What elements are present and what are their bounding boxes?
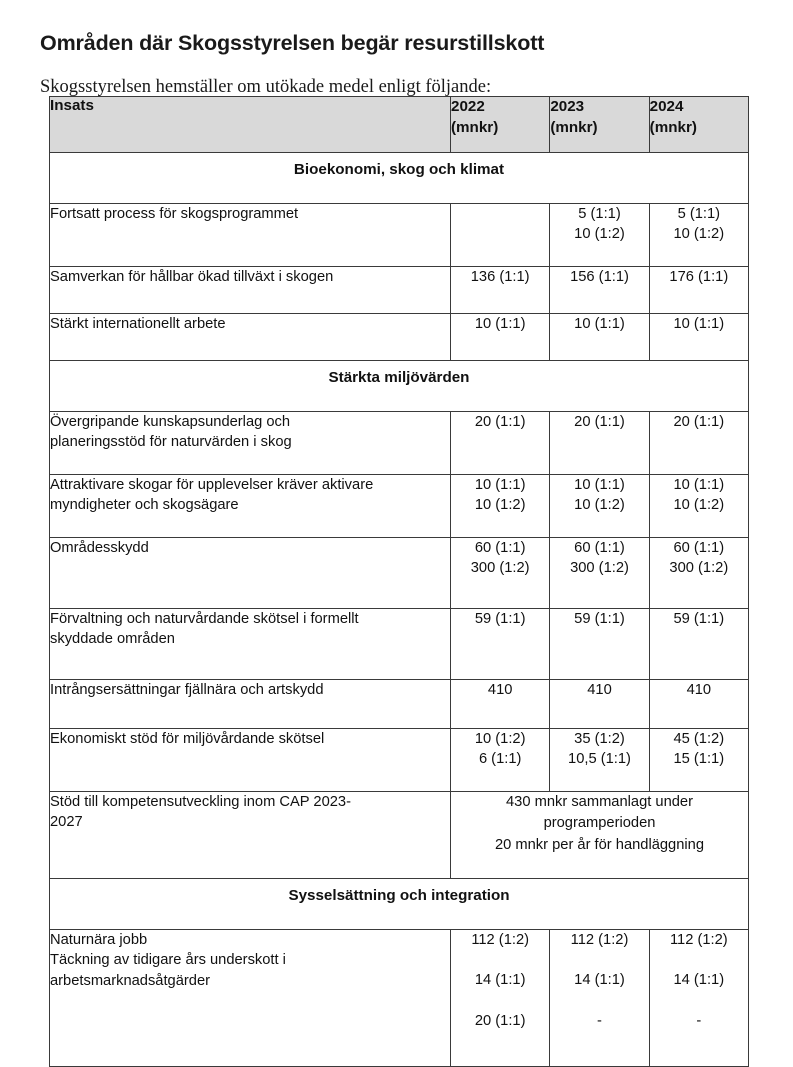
cell-kunskapsunderlag-2024: 20 (1:1) (649, 412, 748, 475)
row-label-line1: Övergripande kunskapsunderlag och (50, 414, 291, 430)
row-label-kunskapsunderlag (50, 412, 451, 475)
cell-note-line2: programperioden (543, 815, 656, 832)
cell-value-naturnara-line2: 14 (1:1) (673, 972, 725, 989)
cell-value-line1: 60 (1:1) (673, 540, 725, 556)
cell-cap-note (451, 792, 749, 879)
cell-skogsprogrammet-2022 (451, 204, 550, 267)
cell-kunskapsunderlag-2023: 20 (1:1) (550, 412, 649, 475)
cell-omradesskydd-2024 (649, 538, 748, 609)
value-spacer (650, 950, 748, 970)
cell-value-tackning: - (597, 1012, 602, 1029)
column-header-insats: Insats (50, 97, 451, 153)
cell-value-line1: 5 (1:1) (578, 206, 621, 222)
cell-value-line2: 10 (1:2) (673, 497, 725, 514)
row-label-line2: planeringsstöd för naturvärden i skog (50, 434, 292, 451)
cell-value-naturnara-line1: 112 (1:2) (669, 932, 728, 948)
cell-value-line1: 5 (1:1) (677, 206, 721, 222)
table-row-kunskapsunderlag (50, 412, 749, 475)
cell-skogsprogrammet-2024 (649, 204, 748, 267)
table-row-skogsprogrammet (50, 204, 749, 267)
row-label-line2: 2027 (50, 814, 83, 831)
table-row-intrangsersattningar (50, 680, 749, 729)
table-row-cap (50, 792, 749, 879)
cell-naturnara-tackning-2022 (451, 930, 550, 1067)
section-header-bioekonomi (50, 153, 749, 204)
cell-value-line2: 300 (1:2) (570, 560, 629, 577)
row-label-tackning-line2: arbetsmarknadsåtgärder (50, 972, 211, 989)
cell-intrangsersattningar-2023: 410 (550, 680, 649, 729)
cell-value-line1: 60 (1:1) (574, 540, 625, 556)
section-header-sysselsattning-label: Sysselsättning och integration (50, 879, 749, 930)
value-spacer (550, 991, 648, 1011)
cell-attraktivare-2022 (451, 475, 550, 538)
column-header-2024-unit: (mnkr) (649, 118, 697, 136)
column-header-2022 (451, 97, 550, 153)
cell-omradesskydd-2022 (451, 538, 550, 609)
cell-note-line1: 430 mnkr sammanlagt under (506, 794, 693, 810)
table-row-attraktivare (50, 475, 749, 538)
cell-value-line2: 10 (1:2) (574, 497, 625, 514)
row-label-line1: Attraktivare skogar för upplevelser kräver aktivare (50, 477, 374, 493)
cell-value-line2: 6 (1:1) (478, 751, 522, 768)
row-label-internationellt: Stärkt internationellt arbete (50, 314, 451, 361)
row-label-cap (50, 792, 451, 879)
table-row-ekonomiskt-stod (50, 729, 749, 792)
page-subtitle: Skogsstyrelsen hemställer om utökade medel enligt följande: (40, 76, 492, 97)
cell-naturnara-tackning-2023 (550, 930, 649, 1067)
cell-attraktivare-2024 (649, 475, 748, 538)
value-spacer (451, 991, 549, 1011)
resource-table-container (49, 96, 748, 1067)
row-label-naturnara-och-tackning (50, 930, 451, 1067)
row-label-forvaltning (50, 609, 451, 680)
value-spacer (451, 950, 549, 970)
cell-value-naturnara-line1: 112 (1:2) (570, 932, 629, 948)
cell-note-line3: 20 mnkr per år för handläggning (494, 836, 704, 853)
section-header-bioekonomi-label: Bioekonomi, skog och klimat (50, 153, 749, 204)
table-header-row (50, 97, 749, 153)
resource-request-table (49, 96, 749, 1067)
cell-value-line2: 300 (1:2) (470, 560, 530, 577)
table-row-naturnara-och-tackning (50, 930, 749, 1067)
table-row-omradesskydd (50, 538, 749, 609)
cell-value-line1: 60 (1:1) (474, 540, 526, 556)
section-header-miljovarden-label: Stärkta miljövärden (50, 361, 749, 412)
cell-value-line2: 10 (1:2) (574, 226, 625, 243)
cell-value-line1: 10 (1:1) (474, 477, 526, 493)
page-title: Områden där Skogsstyrelsen begär resurstillskott (40, 31, 545, 56)
cell-value-naturnara-line2: 14 (1:1) (574, 972, 625, 989)
column-header-2024 (649, 97, 748, 153)
row-label-line1: Stöd till kompetensutveckling inom CAP 2023- (50, 794, 351, 810)
cell-kunskapsunderlag-2022: 20 (1:1) (451, 412, 550, 475)
row-label-tackning-line1: Täckning av tidigare års underskott i (50, 952, 286, 969)
row-label-naturnara-jobb: Naturnära jobb (50, 932, 148, 948)
value-spacer (550, 950, 648, 970)
column-header-2022-year: 2022 (451, 98, 485, 115)
cell-naturnara-tackning-2024 (649, 930, 748, 1067)
cell-value-line2: 15 (1:1) (673, 751, 725, 768)
value-spacer (650, 991, 748, 1011)
cell-value-line2: 10 (1:2) (673, 226, 725, 243)
cell-ekonomiskt-stod-2024 (649, 729, 748, 792)
table-row-samverkan (50, 267, 749, 314)
section-header-miljovarden (50, 361, 749, 412)
cell-value-line1: 10 (1:1) (574, 477, 625, 493)
cell-intrangsersattningar-2022: 410 (451, 680, 550, 729)
column-header-2023-year: 2023 (550, 98, 585, 115)
row-label-line1: Förvaltning och naturvårdande skötsel i formellt (50, 611, 359, 627)
cell-value-tackning: 20 (1:1) (474, 1012, 526, 1029)
cell-intrangsersattningar-2024: 410 (649, 680, 748, 729)
column-header-2022-unit: (mnkr) (451, 118, 499, 136)
cell-samverkan-2024: 176 (1:1) (649, 267, 748, 314)
cell-internationellt-2022: 10 (1:1) (451, 314, 550, 361)
cell-value-naturnara-line2: 14 (1:1) (474, 972, 526, 989)
cell-forvaltning-2023: 59 (1:1) (550, 609, 649, 680)
cell-forvaltning-2022: 59 (1:1) (451, 609, 550, 680)
table-row-internationellt (50, 314, 749, 361)
cell-samverkan-2023: 156 (1:1) (550, 267, 649, 314)
cell-value-line1: 10 (1:2) (474, 731, 526, 747)
cell-value-line1: 10 (1:1) (673, 477, 725, 493)
cell-skogsprogrammet-2023 (550, 204, 649, 267)
cell-value-line2: 10 (1:2) (474, 497, 526, 514)
cell-value-naturnara-line1: 112 (1:2) (471, 932, 530, 948)
column-header-2023-unit: (mnkr) (550, 118, 598, 136)
row-label-line2: myndigheter och skogsägare (50, 497, 239, 514)
row-label-omradesskydd: Områdesskydd (50, 538, 451, 609)
table-row-forvaltning (50, 609, 749, 680)
cell-internationellt-2024: 10 (1:1) (649, 314, 748, 361)
cell-forvaltning-2024: 59 (1:1) (649, 609, 748, 680)
row-label-line2: skyddade områden (50, 631, 175, 648)
cell-value-line1: 45 (1:2) (673, 731, 725, 747)
cell-attraktivare-2023 (550, 475, 649, 538)
row-label-attraktivare (50, 475, 451, 538)
cell-value-line2: 300 (1:2) (669, 560, 729, 577)
row-label-ekonomiskt-stod: Ekonomiskt stöd för miljövårdande skötsel (50, 729, 451, 792)
cell-samverkan-2022: 136 (1:1) (451, 267, 550, 314)
cell-value-line2: 10,5 (1:1) (568, 751, 631, 768)
row-label-skogsprogrammet: Fortsatt process för skogsprogrammet (50, 204, 451, 267)
cell-value-tackning: - (696, 1012, 702, 1029)
cell-ekonomiskt-stod-2023 (550, 729, 649, 792)
cell-internationellt-2023: 10 (1:1) (550, 314, 649, 361)
cell-omradesskydd-2023 (550, 538, 649, 609)
column-header-2023 (550, 97, 649, 153)
cell-value-line1: 35 (1:2) (574, 731, 625, 747)
row-label-intrangsersattningar: Intrångsersättningar fjällnära och artskydd (50, 680, 451, 729)
cell-ekonomiskt-stod-2022 (451, 729, 550, 792)
row-label-samverkan: Samverkan för hållbar ökad tillväxt i skogen (50, 267, 451, 314)
section-header-sysselsattning (50, 879, 749, 930)
column-header-2024-year: 2024 (649, 98, 684, 115)
